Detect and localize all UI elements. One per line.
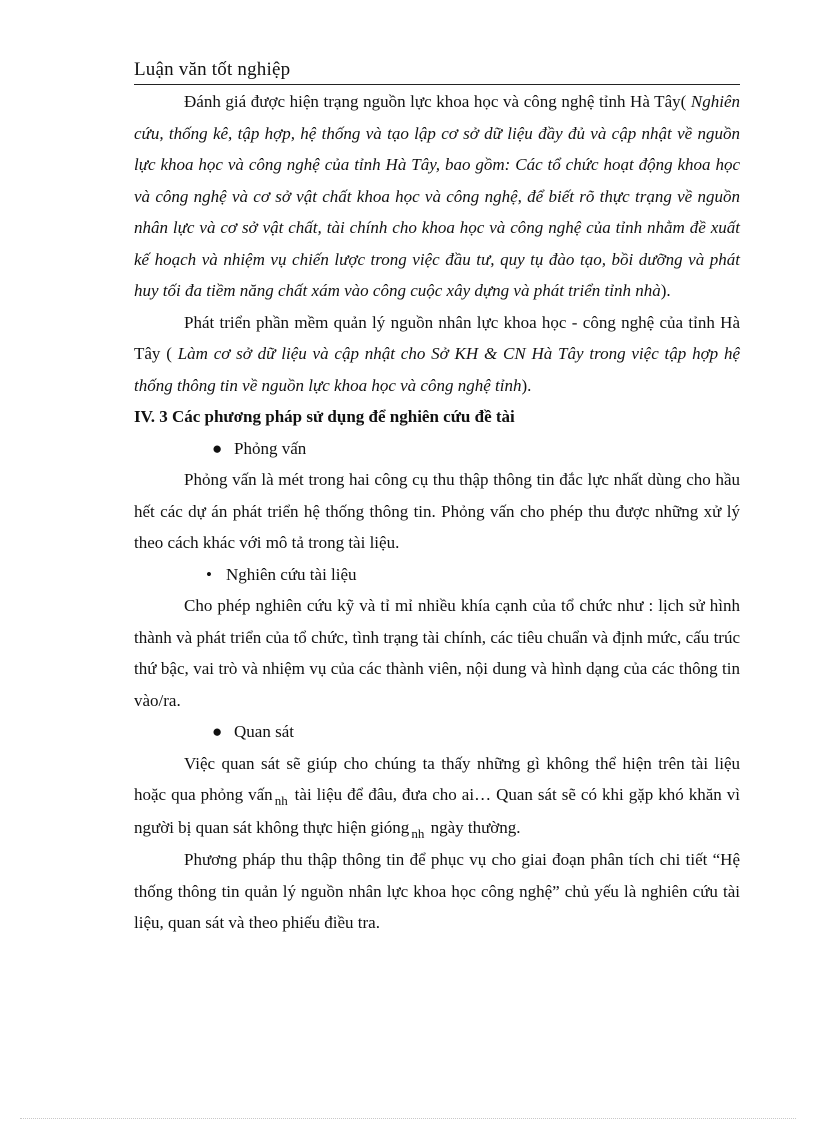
paragraph-interview: Phỏng vấn là mét trong hai công cụ thu thập thông tin đắc lực nhất dùng cho hầu hết các dự án phát triển hệ thống thông tin. Phỏng vấn cho phép thu được những xử lý theo cách khác với mô tả trong tài liệu.: [134, 470, 740, 552]
bullet-item-observation: [134, 716, 740, 748]
header-title: Luận văn tốt nghiệp: [134, 59, 291, 80]
p2-italic: Làm cơ sở dữ liệu và cập nhật cho Sở KH & CN Hà Tây trong việc tập hợp hệ thống thông tin về nguồn lực khoa học và công nghệ tỉnh: [134, 344, 741, 395]
p5-c: ngày thường.: [426, 817, 521, 837]
bullet-label: Quan sát: [234, 722, 294, 741]
page-header: [134, 58, 740, 85]
p2-end: ).: [521, 375, 532, 395]
p5-b: tài liệu để đâu, đưa cho ai… Quan sát sẽ có khi gặp khó khăn vì người bị quan sát không thực hiện gióng: [134, 785, 740, 837]
p1-lead: Đánh giá được hiện trạng nguồn lực khoa học và công nghệ tỉnh Hà Tây(: [184, 92, 687, 111]
p5-sub-2: nh: [411, 825, 425, 841]
bullet-label: Nghiên cứu tài liệu: [226, 564, 357, 584]
section-title: Các phương pháp sử dụng để nghiên cứu đề tài: [171, 407, 515, 426]
bullet-icon: ●: [212, 722, 223, 741]
paragraph-objective-1: [134, 86, 740, 307]
p1-italic: Nghiên cứu, thống kê, tập hợp, hệ thống và tạo lập cơ sở dữ liệu đầy đủ và cập nhật về nguồn lực khoa học và công nghệ của tỉnh Hà Tây, bao gồm: Các tổ chức hoạt động khoa học và công nghệ và cơ sở vật chất khoa học và công nghệ, để biết rõ thực trạng về nguồn nhân lực và cơ sở vật chất, tài chính cho khoa học và công nghệ của tỉnh nhằm đề xuất kế hoạch và nhiệm vụ chiến lược trong việc đầu tư, quy tụ đào tạo, bồi dưỡng và phát huy tối đa tiềm năng chất xám vào công cuộc xây dựng và phát triển tỉnh nhà: [134, 92, 740, 300]
bullet-item-interview: [134, 433, 740, 465]
paragraph-observation: [134, 748, 740, 845]
paragraph-method-summary: Phương pháp thu thập thông tin để phục vụ cho giai đoạn phân tích chi tiết “Hệ thống thông tin quản lý nguồn nhân lực khoa học công nghệ” chủ yếu là nghiên cứu tài liệu, quan sát và theo phiếu điều tra.: [134, 850, 740, 932]
bullet-icon: •: [206, 564, 212, 584]
p5-sub-1: nh: [274, 793, 288, 808]
document-body: [134, 86, 740, 939]
bullet-icon: ●: [212, 438, 223, 458]
section-number: IV. 3: [134, 407, 172, 426]
section-heading: [134, 401, 740, 433]
page-bottom-divider: [20, 1118, 796, 1119]
bullet-label: Phỏng vấn: [234, 438, 307, 458]
p1-end: ).: [660, 281, 671, 300]
paragraph-documents: Cho phép nghiên cứu kỹ và tỉ mỉ nhiều khía cạnh của tổ chức như : lịch sử hình thành và phát triển của tổ chức, tình trạng tài chính, các tiêu chuẩn và định mức, cấu trúc thứ bậc, vai trò và nhiệm vụ của các thành viên, nội dung và hình dạng của các thông tin vào/ra.: [134, 596, 740, 710]
bullet-item-documents: [134, 559, 740, 591]
p5-a: Việc quan sát sẽ giúp cho chúng ta thấy những gì không thể hiện trên tài liệu hoặc qua phỏng vấn: [134, 753, 740, 804]
paragraph-objective-2: [134, 307, 740, 402]
p2-lead: Phát triển phần mềm quản lý nguồn nhân lực khoa học - công nghệ của tỉnh Hà Tây (: [134, 312, 740, 363]
